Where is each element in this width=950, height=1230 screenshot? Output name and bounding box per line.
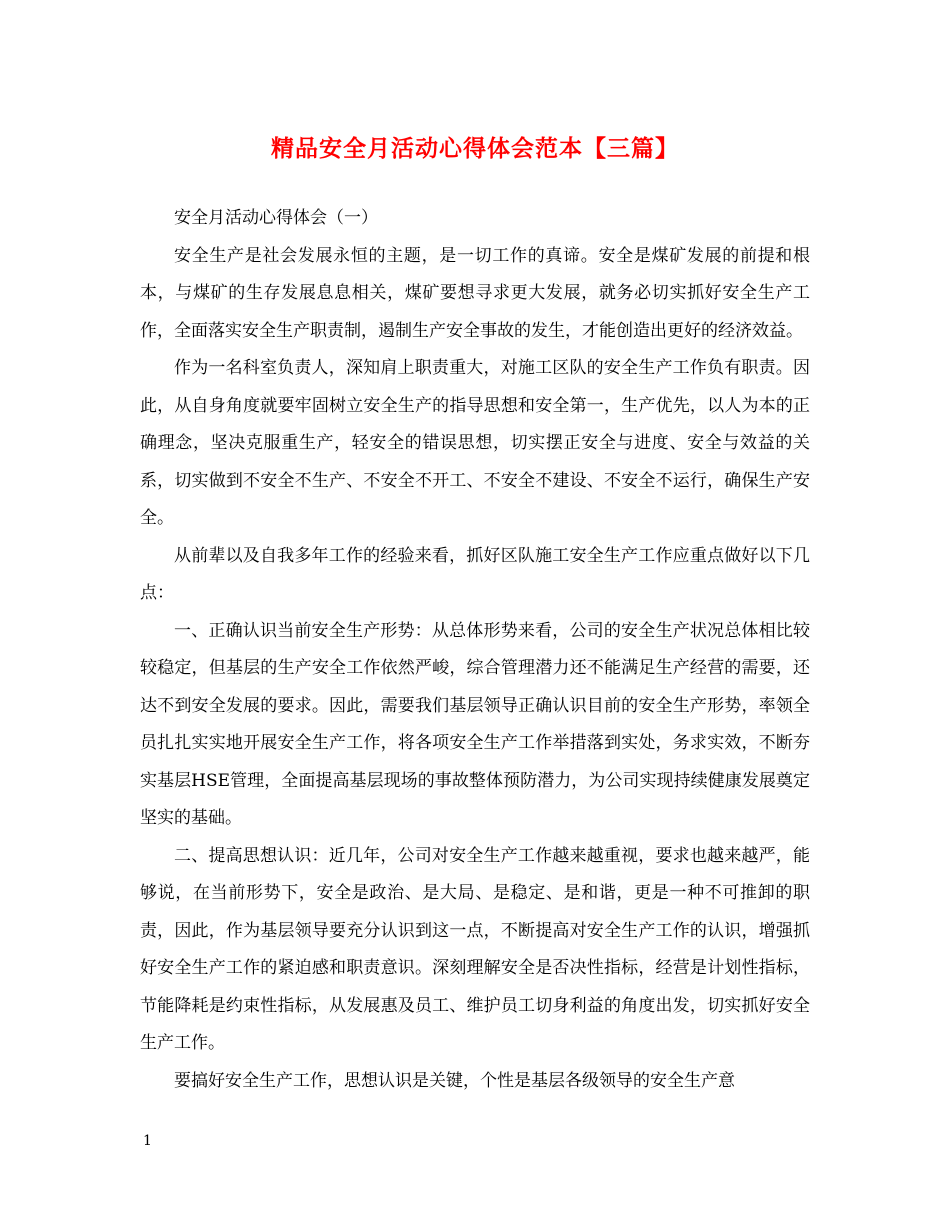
- paragraph: 从前辈以及自我多年工作的经验来看，抓好区队施工安全生产工作应重点做好以下几点：: [140, 545, 810, 603]
- page-number: 1: [143, 1133, 152, 1149]
- section-heading: 安全月活动心得体会（一）: [174, 208, 378, 228]
- paragraph: 二、提高思想认识：近几年，公司对安全生产工作越来越重视，要求也越来越严，能够说，在当前形势下，安全是政治、是大局、是稳定、是和谐，更是一种不可推卸的职责，因此，作为基层领导要充分认识到这一点，不断提高对安全生产工作的认识，增强抓好安全生产工作的紧迫感和职责意识。深刻理解安全是否决性指标，经营是计划性指标，节能降耗是约束性指标，从发展惠及员工、维护员工切身利益的角度出发，切实抓好安全生产工作。: [140, 845, 810, 1053]
- paragraph: 作为一名科室负责人，深知肩上职责重大，对施工区队的安全生产工作负有职责。因此，从自身角度就要牢固树立安全生产的指导思想和安全第一，生产优先，以人为本的正确理念，坚决克服重生产，轻安全的错误思想，切实摆正安全与进度、安全与效益的关系，切实做到不安全不生产、不安全不开工、不安全不建设、不安全不运行，确保生产安全。: [140, 358, 810, 528]
- paragraph: 安全生产是社会发展永恒的主题，是一切工作的真谛。安全是煤矿发展的前提和根本，与煤矿的生存发展息息相关，煤矿要想寻求更大发展，就务必切实抓好安全生产工作，全面落实安全生产职责制，遏制生产安全事故的发生，才能创造出更好的经济效益。: [140, 245, 810, 341]
- document-title: 精品安全月活动心得体会范本【三篇】: [271, 135, 679, 162]
- document-body: [140, 200, 810, 1100]
- paragraph: 一、正确认识当前安全生产形势：从总体形势来看，公司的安全生产状况总体相比较较稳定，但基层的生产安全工作依然严峻，综合管理潜力还不能满足生产经营的需要，还达不到安全发展的要求。因此，需要我们基层领导正确认识目前的安全生产形势，率领全员扎扎实实地开展安全生产工作，将各项安全生产工作举措落到实处，务求实效，不断夯实基层HSE管理，全面提高基层现场的事故整体预防潜力，为公司实现持续健康发展奠定坚实的基础。: [140, 620, 810, 828]
- paragraph: 要搞好安全生产工作，思想认识是关键，个性是基层各级领导的安全生产意: [174, 1070, 735, 1091]
